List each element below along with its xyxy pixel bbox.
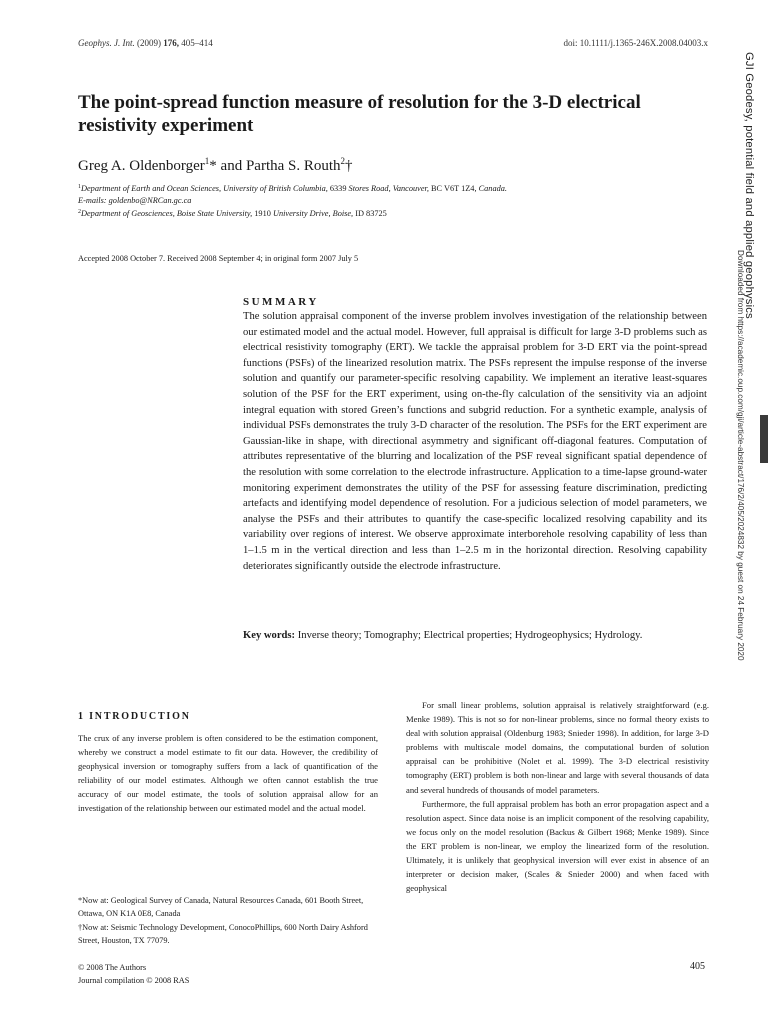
section-heading-introduction: 1 INTRODUCTION	[78, 711, 191, 722]
summary-text: The solution appraisal component of the inverse problem involves investigation of the relationship between our estimated model and the actual model. However, full appraisal is difficult for large 3-D problems such as electrical resistivity tomography (ERT). We tackle the appraisal problem for 3-D ERT via the point-spread functions (PSFs) of the linearized resolution matrix. The PSFs represent the impulse response of the inverse solution and quantify our parameter-specific resolving capability. We implement an iterative least-squares solution of the PSF for the ERT experiment, using on-the-fly calculation of the sensitivity via an adjoint integral equation with stored Green’s functions and subgrid reduction. For a synthetic example, analysis of individual PSFs demonstrates the truly 3-D character of the resolution. The PSFs for the ERT experiment are Gaussian-like in shape, with directional asymmetry and significant off-diagonal features. Computation of attributes representative of the blurring and localization of the PSF reveal significant spatial dependence of the resolution with some correlation to the electrode infrastructure. Application to a time-lapse ground-water monitoring experiment demonstrates the utility of the PSF for assessing feature discrimination, predicting artefacts and identifying model dependence of resolution. For a judicious selection of model parameters, we analyse the PSFs and their attributes to quantify the case-specific localized resolving capability and its variability over regions of interest. We observe approximate interborehole resolving capability of less than 1–1.5 m in the vertical direction and less than 1–2.5 m in the horizontal direction. Resolving capability deteriorates significantly outside the electrode infrastructure.	[243, 311, 707, 572]
affiliation-2	[78, 208, 387, 220]
author-footnote-mark: *	[209, 158, 217, 174]
affiliation-postal-code: BC V6T 1Z4,	[428, 184, 479, 193]
affiliation-street-number: 1910	[252, 209, 273, 218]
affiliation-country: Canada.	[478, 184, 507, 193]
affiliation-1	[78, 183, 507, 195]
affiliation-number: 1	[78, 184, 81, 190]
affiliation-street: University Drive, Boise,	[272, 209, 354, 218]
side-tab-marker	[760, 415, 768, 463]
journal-section-text: GJI Geodesy, potential field and applied geophysics	[743, 52, 755, 319]
affiliation-number: 2	[78, 209, 81, 215]
paper-title: The point-spread function measure of resolution for the 3-D electrical resistivity experiment	[78, 92, 641, 136]
affiliation-department: Department of Geosciences, Boise State University,	[81, 209, 253, 218]
affiliation-postal-code: ID 83725	[353, 209, 387, 218]
footnote-1: *Now at: Geological Survey of Canada, Natural Resources Canada, 601 Booth Street, Ottawa, ON K1A 0E8, Canada	[78, 896, 364, 919]
journal-year: (2009)	[136, 38, 161, 48]
keywords-list: Inverse theory; Tomography; Electrical properties; Hydrogeophysics; Hydrology.	[295, 630, 643, 641]
email-text[interactable]: E-mails: goldenbo@NRCan.gc.ca	[78, 196, 192, 205]
intro-paragraph-3: Furthermore, the full appraisal problem has both an error propagation aspect and a resolution aspect. Since data noise is an implicit component of the resolving capability, we focus only on the model resolution (Backus & Gilbert 1968; Menke 1989). Since the ERT problem is non-linear, we employ the linearized form of the resolution. Ultimately, it is unlikely that geophysical inversion will ever exist in absence of an interpreter or decision maker, (Scales & Snieder 2000) and when faced with geophysical	[406, 798, 709, 894]
page-number: 405	[690, 961, 705, 972]
keywords	[243, 628, 707, 644]
intro-paragraph-1: The crux of any inverse problem is often considered to be the estimation component, whereby we construct a model estimate to fit our data. However, the credibility of geophysical inversion or tomography suffers from a lack of quantification of the reliability of our model estimates. Although we often cannot establish the true accuracy of our model estimate, the tools of solution appraisal allow for an investigation of the relationship between our estimated model and the actual model.	[78, 733, 378, 814]
right-column	[406, 698, 709, 895]
journal-volume: 176,	[163, 38, 179, 48]
copyright-notice	[78, 961, 189, 988]
affiliation-street: Stores Road, Vancouver,	[348, 184, 429, 193]
running-header-citation	[78, 38, 213, 48]
copyright-line-1: © 2008 The Authors	[78, 963, 147, 972]
download-watermark	[733, 250, 747, 770]
author-email[interactable]	[78, 195, 191, 207]
author-affiliation-mark: 1	[204, 156, 210, 166]
copyright-line-2: Journal compilation © 2008 RAS	[78, 976, 190, 986]
summary-heading: SUMMARY	[243, 296, 319, 308]
keywords-label: Key words:	[243, 630, 296, 641]
affiliation-street-number: 6339	[327, 184, 349, 193]
author-name: Greg A. Oldenborger	[78, 158, 205, 174]
author-list	[78, 158, 353, 175]
journal-pages: 405–414	[181, 38, 213, 48]
author-conjunction: and	[216, 158, 246, 174]
footnote-2: †Now at: Seismic Technology Development, ConocoPhillips, 600 North Dairy Ashford Street, Houston, TX 77079.	[78, 922, 368, 946]
journal-name: Geophys. J. Int.	[78, 38, 135, 48]
affiliation-department: Department of Earth and Ocean Sciences, University of British Columbia,	[81, 184, 328, 193]
footnotes	[78, 894, 378, 948]
author-footnote-mark: †	[345, 158, 353, 174]
download-watermark-text: Downloaded from https://academic.oup.com/gji/article-abstract/176/2/405/2024832 by guest on 24 February 2020	[736, 250, 745, 661]
doi-link[interactable]: doi: 10.1111/j.1365-246X.2008.04003.x	[563, 38, 708, 48]
intro-paragraph-2: For small linear problems, solution appraisal is relatively straightforward (e.g. Menke 1989). This is not so for non-linear problems, since no formal theory exists to deal with solution appraisal (Oldenburg 1983; Snieder 1998). In addition, for large 3-D problems with multiscale model domains, the computational burden of solution appraisal can be prohibitive (Nolet et al. 1999). The 3-D electrical resistivity tomography (ERT) problem is both non-linear and large with several thousands of data and several hundreds of thousands of model parameters.	[406, 700, 709, 795]
submission-dates: Accepted 2008 October 7. Received 2008 September 4; in original form 2007 July 5	[78, 254, 359, 263]
author-affiliation-mark: 2	[340, 156, 346, 166]
author-name: Partha S. Routh	[245, 158, 341, 174]
